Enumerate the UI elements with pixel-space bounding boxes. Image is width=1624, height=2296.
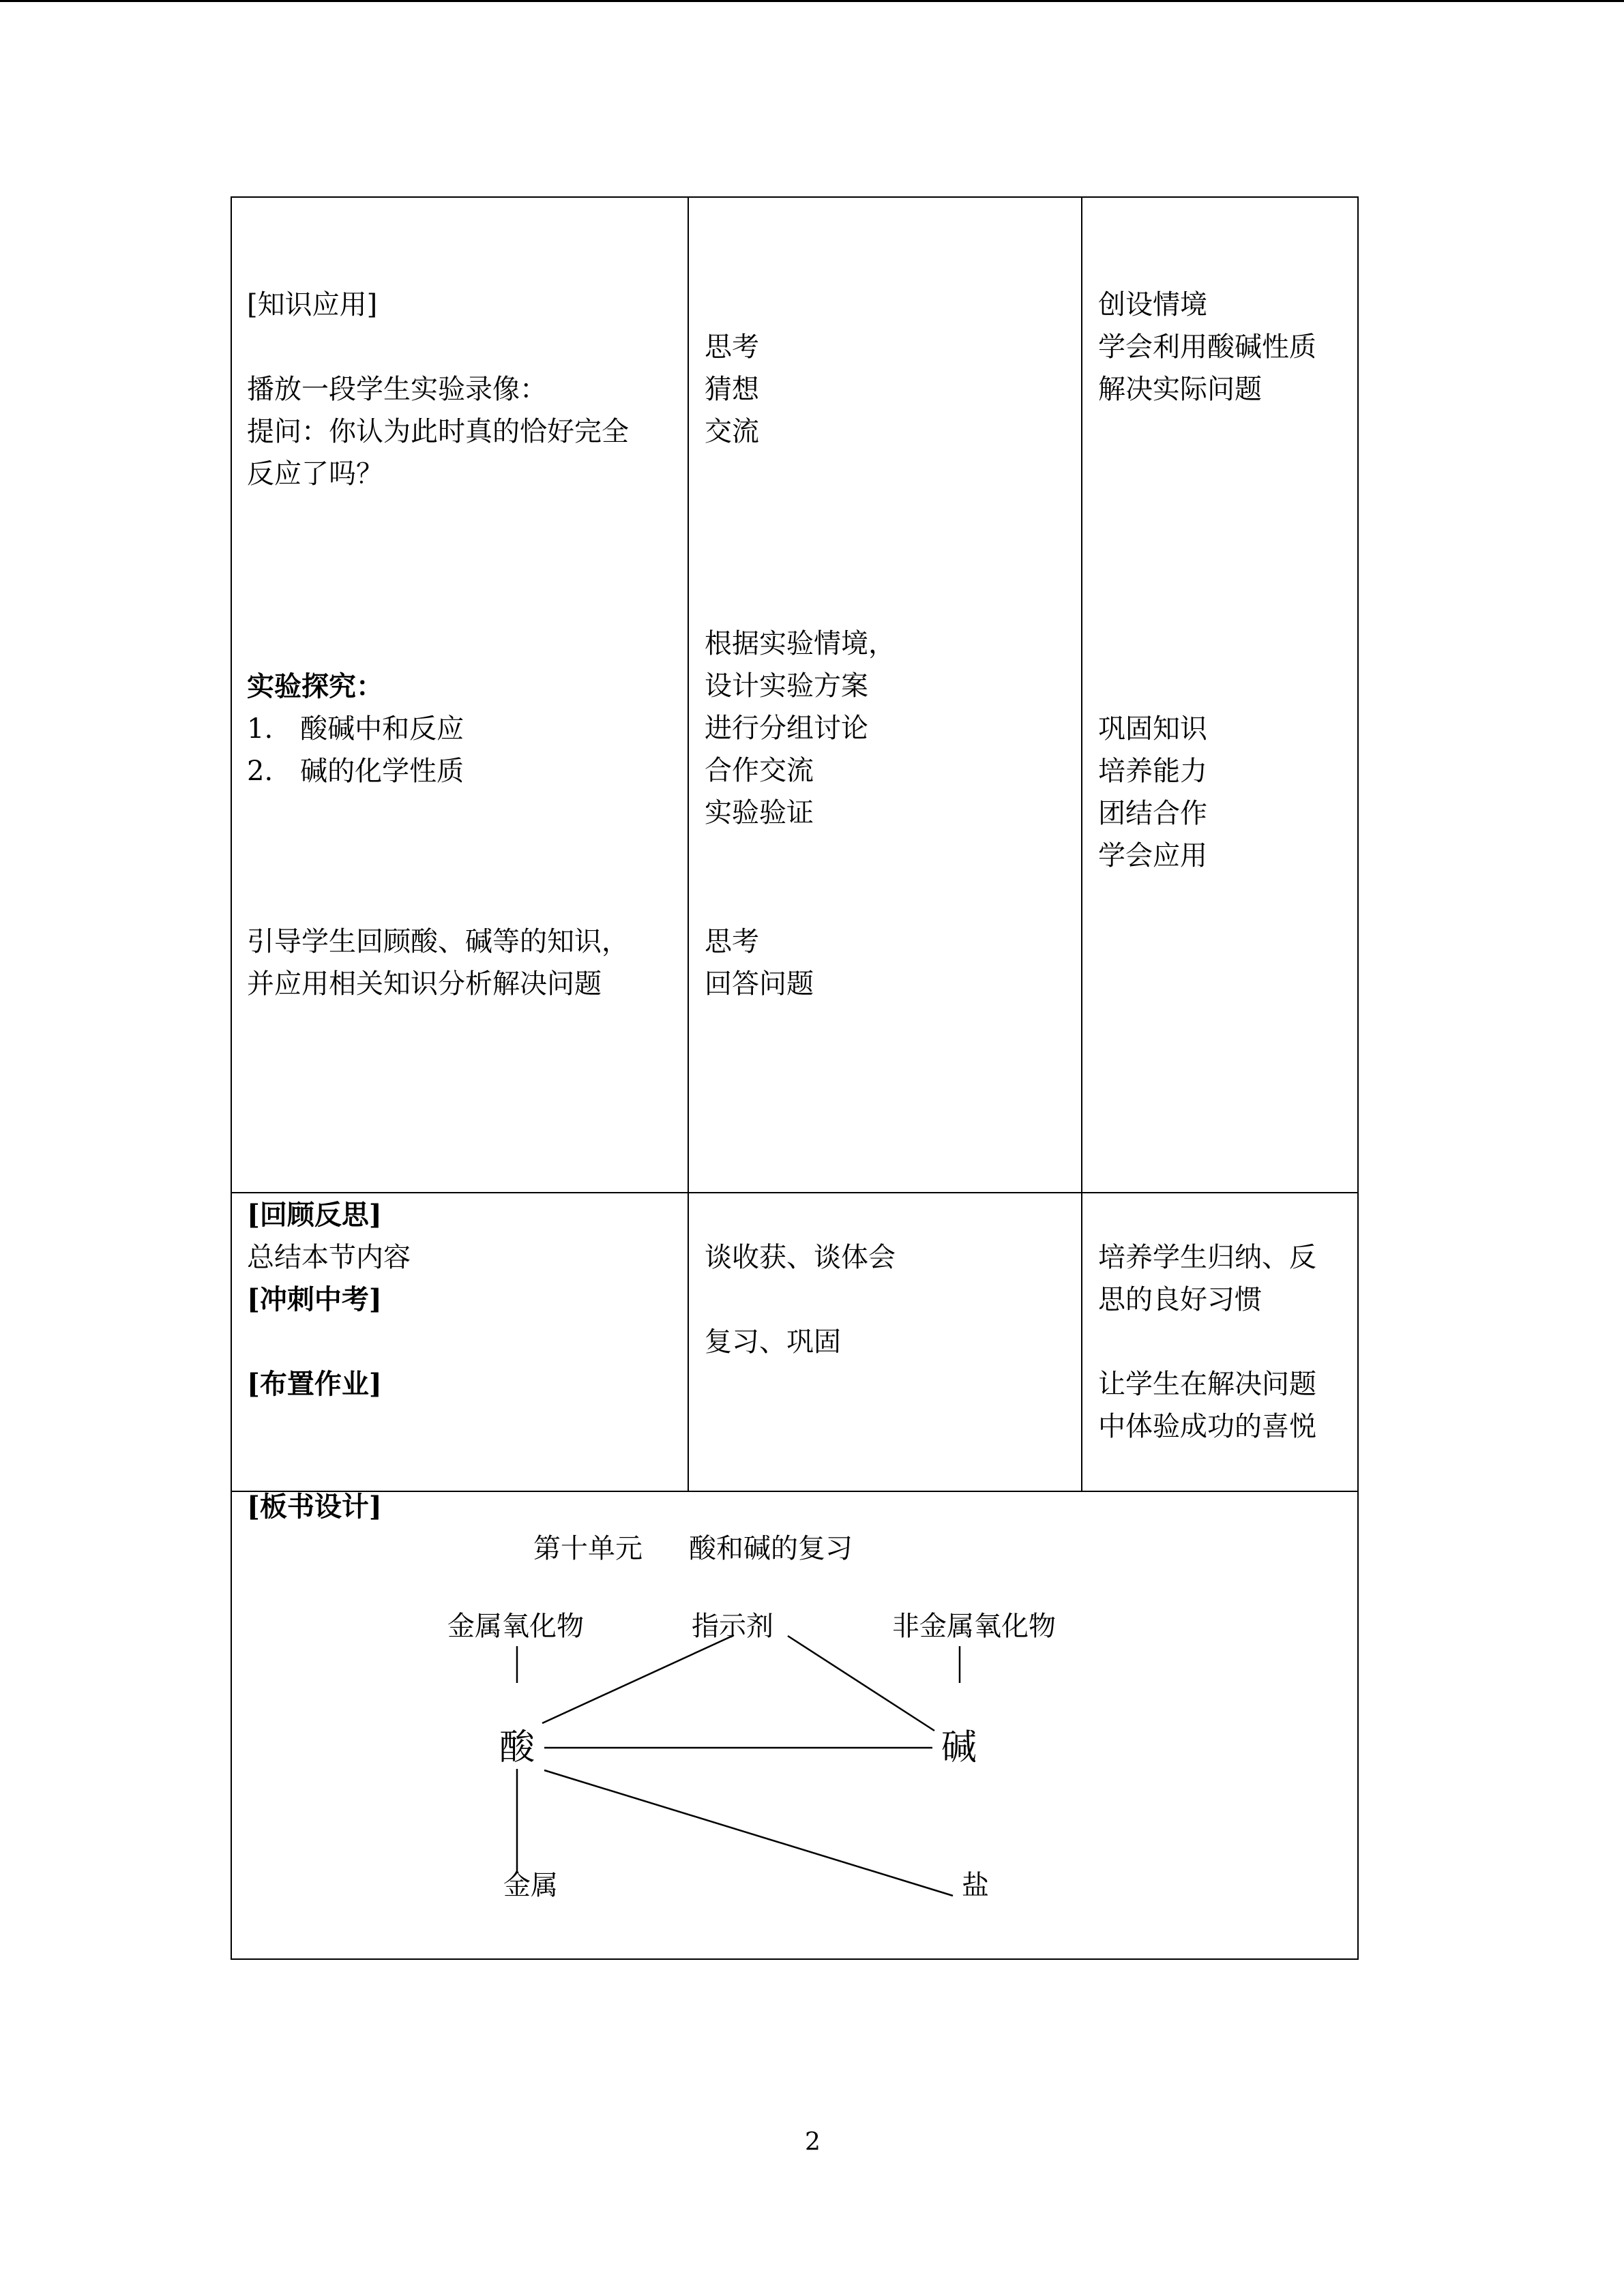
design-intent-line: 巩固知识	[1098, 713, 1207, 745]
design-intent-line: 创设情境	[1098, 289, 1207, 320]
page-top-border	[0, 0, 1624, 2]
guide-line-1: 引导学生回顾酸、碱等的知识，	[247, 926, 629, 957]
concept-diagram-lines	[232, 198, 1357, 1958]
design-intent-line: 学会利用酸碱性质	[1098, 331, 1316, 363]
homework-heading: [布置作业]	[247, 1368, 382, 1400]
review-intent-line: 让学生在解决问题	[1098, 1369, 1316, 1400]
page-number: 2	[805, 2128, 821, 2156]
review-heading: [回顾反思]	[247, 1199, 382, 1231]
node-acid: 酸	[499, 1727, 535, 1768]
lesson-plan-table	[231, 196, 1359, 1960]
student-activity-line: 进行分组讨论	[705, 713, 868, 744]
design-intent-line: 培养能力	[1098, 756, 1207, 787]
review-intent-line: 培养学生归纳、反	[1098, 1242, 1316, 1273]
node-salt: 盐	[962, 1870, 989, 1901]
review-intent-line: 思的良好习惯	[1098, 1284, 1262, 1315]
board-design-heading: [板书设计]	[247, 1491, 382, 1523]
node-base: 碱	[941, 1727, 977, 1768]
node-metal-oxide: 金属氧化物	[447, 1611, 584, 1642]
node-indicator: 指示剂	[692, 1611, 773, 1642]
design-intent-line: 解决实际问题	[1098, 374, 1262, 405]
student-activity-line: 回答问题	[705, 968, 814, 1000]
review-intent-line: 中体验成功的喜悦	[1098, 1411, 1316, 1442]
link-acid-salt	[544, 1770, 953, 1896]
video-text: 播放一段学生实验录像：	[247, 374, 547, 405]
review-student-line: 谈收获、谈体会	[705, 1242, 896, 1273]
guide-line-2: 并应用相关知识分析解决问题	[247, 968, 602, 1000]
student-activity-line: 猜想	[705, 374, 759, 405]
question-line-1: 提问：你认为此时真的恰好完全	[247, 416, 629, 447]
explore-item: 2. 碱的化学性质	[247, 756, 464, 787]
knowledge-application-heading: [知识应用]	[247, 289, 378, 320]
student-activity-line: 根据实验情境，	[705, 628, 896, 659]
node-nonmetal-oxide: 非金属氧化物	[892, 1611, 1056, 1642]
review-text: 总结本节内容	[247, 1242, 411, 1273]
student-activity-line: 实验验证	[705, 797, 814, 829]
exam-heading: [冲刺中考]	[247, 1283, 382, 1315]
student-activity-line: 合作交流	[705, 755, 814, 786]
student-activity-line: 思考	[705, 926, 759, 957]
link-indicator-acid	[542, 1635, 734, 1723]
student-activity-line: 设计实验方案	[705, 670, 868, 702]
link-indicator-base	[788, 1636, 934, 1731]
review-student-line: 复习、巩固	[705, 1326, 841, 1358]
design-intent-line: 学会应用	[1098, 840, 1207, 871]
design-intent-line: 团结合作	[1098, 798, 1207, 829]
question-line-2: 反应了吗？	[247, 458, 383, 490]
experiment-explore-heading: 实验探究：	[247, 670, 383, 702]
explore-item: 1. 酸碱中和反应	[247, 713, 464, 745]
unit-topic: 酸和碱的复习	[689, 1533, 853, 1564]
student-activity-line: 交流	[705, 416, 759, 447]
student-activity-line: 思考	[705, 331, 759, 363]
node-metal: 金属	[503, 1870, 558, 1901]
unit-label: 第十单元	[533, 1533, 643, 1564]
